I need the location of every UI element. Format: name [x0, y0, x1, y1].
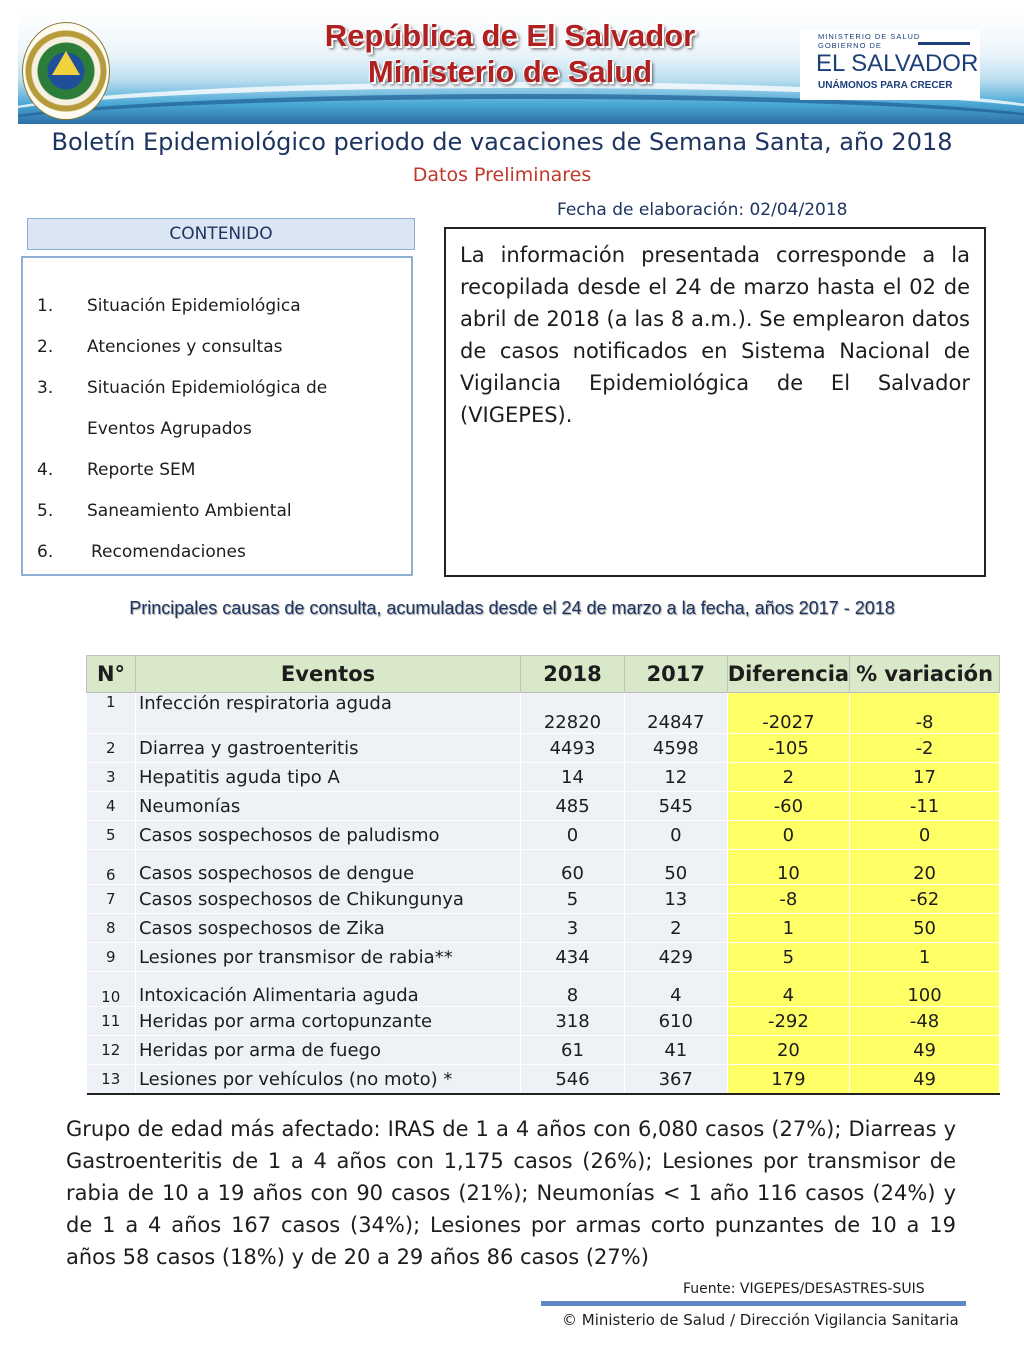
table-title: Principales causas de consulta, acumuladas desde el 24 de marzo a la fecha, años 2017 - 2018 — [129, 598, 895, 618]
row-event: Hepatitis aguda tipo A — [135, 763, 520, 792]
contents-list — [21, 256, 413, 576]
row-number: 3 — [87, 763, 136, 792]
table-row — [87, 1007, 1000, 1036]
elaboration-date: Fecha de elaboración: 02/04/2018 — [557, 200, 848, 220]
row-variation: 49 — [850, 1065, 1000, 1095]
row-value-2017: 2 — [624, 914, 727, 943]
row-value-2018: 60 — [521, 850, 625, 885]
row-variation: 50 — [850, 914, 1000, 943]
row-variation: -8 — [850, 693, 1000, 734]
contents-item-text: Situación Epidemiológica — [87, 296, 301, 316]
row-value-2018: 14 — [521, 763, 625, 792]
national-seal-icon — [22, 22, 110, 120]
row-variation: 0 — [850, 821, 1000, 850]
row-number: 10 — [87, 972, 136, 1007]
row-value-2017: 610 — [624, 1007, 727, 1036]
row-event: Casos sospechosos de Chikungunya — [135, 885, 520, 914]
preliminary-label: Datos Preliminares — [412, 164, 592, 186]
table-row — [87, 1036, 1000, 1065]
row-difference: -8 — [727, 885, 849, 914]
gov-logo-ministry: MINISTERIO DE SALUD — [818, 32, 921, 41]
contents-item-number: 1. — [37, 296, 54, 316]
row-value-2017: 4598 — [624, 734, 727, 763]
row-variation: 100 — [850, 972, 1000, 1007]
row-difference: 5 — [727, 943, 849, 972]
row-value-2017: 545 — [624, 792, 727, 821]
table-row — [87, 885, 1000, 914]
header-variation: % variación — [850, 656, 1000, 693]
contents-item-number: 6. — [37, 542, 54, 562]
row-value-2018: 0 — [521, 821, 625, 850]
row-value-2017: 50 — [624, 850, 727, 885]
row-event: Lesiones por transmisor de rabia** — [135, 943, 520, 972]
row-value-2018: 3 — [521, 914, 625, 943]
row-value-2017: 4 — [624, 972, 727, 1007]
table-row — [87, 850, 1000, 885]
row-value-2017: 0 — [624, 821, 727, 850]
contents-item-text: Situación Epidemiológica de — [87, 378, 328, 398]
row-value-2018: 5 — [521, 885, 625, 914]
contents-heading: CONTENIDO — [27, 218, 415, 250]
row-variation: 20 — [850, 850, 1000, 885]
row-value-2018: 61 — [521, 1036, 625, 1065]
bulletin-title: Boletín Epidemiológico periodo de vacaciones de Semana Santa, año 2018 — [51, 128, 953, 156]
row-event: Heridas por arma de fuego — [135, 1036, 520, 1065]
row-difference: -60 — [727, 792, 849, 821]
header-difference: Diferencia — [727, 656, 849, 693]
row-value-2017: 367 — [624, 1065, 727, 1095]
row-event: Heridas por arma cortopunzante — [135, 1007, 520, 1036]
header-title-line1: República de El Salvador — [324, 18, 696, 53]
contents-item-text: Atenciones y consultas — [87, 337, 283, 357]
row-value-2018: 434 — [521, 943, 625, 972]
contents-item-number: 4. — [37, 460, 54, 480]
events-table — [86, 655, 1000, 1095]
table-row — [87, 1065, 1000, 1095]
header-title-line2: Ministerio de Salud — [367, 54, 653, 89]
table-row — [87, 763, 1000, 792]
row-value-2017: 13 — [624, 885, 727, 914]
row-value-2017: 41 — [624, 1036, 727, 1065]
row-number: 11 — [87, 1007, 136, 1036]
seal-triangle-icon — [52, 51, 80, 75]
row-event: Casos sospechosos de Zika — [135, 914, 520, 943]
row-number: 9 — [87, 943, 136, 972]
header-events: Eventos — [135, 656, 520, 693]
contents-item-text: Recomendaciones — [91, 542, 246, 562]
table-row — [87, 693, 1000, 734]
row-number: 1 — [87, 693, 136, 734]
row-difference: -292 — [727, 1007, 849, 1036]
government-logo — [800, 30, 980, 100]
row-difference: 10 — [727, 850, 849, 885]
gov-logo-slogan: UNÁMONOS PARA CRECER — [818, 80, 953, 91]
row-difference: 4 — [727, 972, 849, 1007]
row-difference: -2027 — [727, 693, 849, 734]
row-difference: 20 — [727, 1036, 849, 1065]
gov-logo-rule — [918, 42, 970, 45]
contents-item-number: 3. — [37, 378, 54, 398]
row-event: Infección respiratoria aguda — [135, 693, 520, 734]
row-variation: 49 — [850, 1036, 1000, 1065]
row-number: 5 — [87, 821, 136, 850]
row-number: 13 — [87, 1065, 136, 1095]
header-2017: 2017 — [624, 656, 727, 693]
footer-rule — [541, 1301, 966, 1306]
row-value-2018: 4493 — [521, 734, 625, 763]
row-number: 7 — [87, 885, 136, 914]
table-row — [87, 943, 1000, 972]
row-event: Intoxicación Alimentaria aguda — [135, 972, 520, 1007]
row-event: Casos sospechosos de dengue — [135, 850, 520, 885]
gov-logo-gobierno: GOBIERNO DE — [818, 41, 882, 50]
row-number: 8 — [87, 914, 136, 943]
age-group-paragraph: Grupo de edad más afectado: IRAS de 1 a 4 años con 6,080 casos (27%); Diarreas y Gastroenteritis de 1 a 4 años con 1,175 casos (26%); Lesiones por transmisor de rabia de 10 a 19 años con 90 casos (21%); Neumonías < 1 año 116 casos (24%) y de 1 a 4 años 167 casos (34%); Lesiones por armas corto punzantes de 10 a 19 años 58 casos (18%) y de 20 a 29 años 86 casos (27%) — [66, 1117, 956, 1269]
row-variation: 1 — [850, 943, 1000, 972]
contents-item-text: Eventos Agrupados — [87, 419, 252, 439]
row-event: Casos sospechosos de paludismo — [135, 821, 520, 850]
header-2018: 2018 — [521, 656, 625, 693]
row-number: 6 — [87, 850, 136, 885]
row-variation: -48 — [850, 1007, 1000, 1036]
row-value-2017: 12 — [624, 763, 727, 792]
row-difference: -105 — [727, 734, 849, 763]
row-event: Neumonías — [135, 792, 520, 821]
table-header-row — [87, 656, 1000, 693]
row-value-2018: 22820 — [521, 693, 625, 734]
row-event: Lesiones por vehículos (no moto) * — [135, 1065, 520, 1095]
table-row — [87, 972, 1000, 1007]
row-number: 2 — [87, 734, 136, 763]
row-value-2017: 429 — [624, 943, 727, 972]
row-event: Diarrea y gastroenteritis — [135, 734, 520, 763]
row-number: 12 — [87, 1036, 136, 1065]
table-row — [87, 734, 1000, 763]
row-variation: 17 — [850, 763, 1000, 792]
row-difference: 1 — [727, 914, 849, 943]
row-number: 4 — [87, 792, 136, 821]
row-variation: -2 — [850, 734, 1000, 763]
row-variation: -62 — [850, 885, 1000, 914]
contents-item-text: Saneamiento Ambiental — [87, 501, 292, 521]
contents-item-number: 5. — [37, 501, 54, 521]
gov-logo-country: EL SALVADOR — [816, 50, 979, 77]
info-box: La información presentada corresponde a la recopilada desde el 24 de marzo hasta el 02 de abril de 2018 (a las 8 a.m.). Se emplearon datos de casos notificados en Sistema Nacional de Vigilancia Epidemiológica de El Salvador (VIGEPES). — [444, 227, 986, 577]
table-row — [87, 821, 1000, 850]
row-value-2017: 24847 — [624, 693, 727, 734]
table-row — [87, 792, 1000, 821]
table-row — [87, 914, 1000, 943]
row-difference: 2 — [727, 763, 849, 792]
row-value-2018: 546 — [521, 1065, 625, 1095]
contents-item-text: Reporte SEM — [87, 460, 196, 480]
contents-item-number: 2. — [37, 337, 54, 357]
row-value-2018: 318 — [521, 1007, 625, 1036]
header-number: N° — [87, 656, 136, 693]
source-note: Fuente: VIGEPES/DESASTRES-SUIS — [683, 1281, 925, 1297]
row-value-2018: 8 — [521, 972, 625, 1007]
row-value-2018: 485 — [521, 792, 625, 821]
row-variation: -11 — [850, 792, 1000, 821]
row-difference: 0 — [727, 821, 849, 850]
copyright-note: © Ministerio de Salud / Dirección Vigilancia Sanitaria — [562, 1311, 959, 1329]
row-difference: 179 — [727, 1065, 849, 1095]
